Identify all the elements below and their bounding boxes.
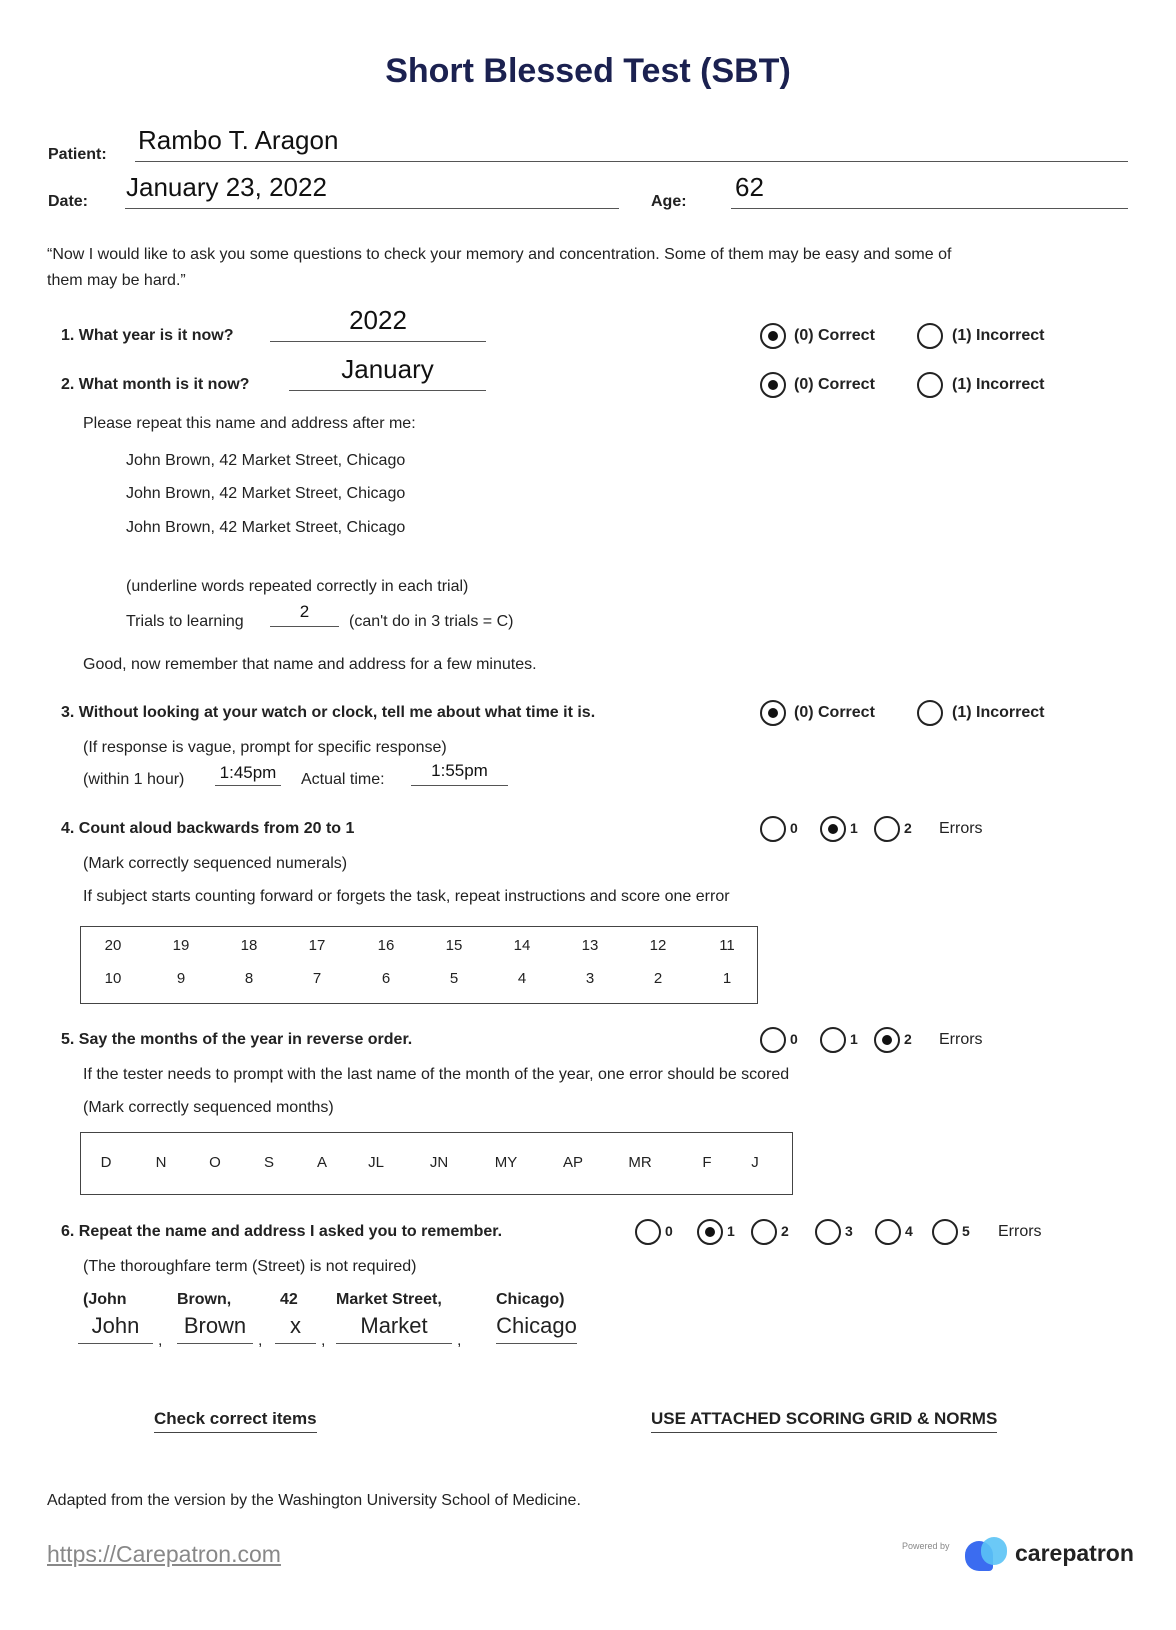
q4-option-1-radio[interactable] bbox=[820, 816, 846, 842]
number-cell[interactable]: 6 bbox=[381, 970, 391, 987]
intro-line-1: “Now I would like to ask you some questions to check your memory and concentration. Some of them may be easy and some of bbox=[47, 246, 952, 263]
recall-underline bbox=[496, 1343, 577, 1344]
recall-underline bbox=[177, 1343, 253, 1344]
actual-time-value[interactable]: 1:55pm bbox=[431, 761, 488, 780]
q3-correct-label: (0) Correct bbox=[794, 704, 875, 721]
q4-option-label: 2 bbox=[904, 820, 912, 836]
trial-line: John Brown, 42 Market Street, Chicago bbox=[126, 452, 406, 469]
month-cell[interactable]: D bbox=[100, 1154, 112, 1171]
check-correct-items: Check correct items bbox=[154, 1409, 317, 1433]
q2-correct-label: (0) Correct bbox=[794, 376, 875, 393]
adapted-note: Adapted from the version by the Washington University School of Medicine. bbox=[47, 1492, 581, 1509]
number-cell[interactable]: 1 bbox=[722, 970, 732, 987]
q1-incorrect-radio[interactable] bbox=[917, 323, 943, 349]
number-cell[interactable]: 5 bbox=[449, 970, 459, 987]
age-field[interactable]: 62 bbox=[735, 172, 764, 202]
trial-line: John Brown, 42 Market Street, Chicago bbox=[126, 519, 406, 536]
date-label: Date: bbox=[48, 193, 89, 210]
trials-value[interactable]: 2 bbox=[299, 602, 310, 621]
within-label: (within 1 hour) bbox=[83, 771, 185, 788]
q2-label: 2. What month is it now? bbox=[61, 376, 250, 393]
q5-note-1: If the tester needs to prompt with the last name of the month of the year, one error should be scored bbox=[83, 1066, 790, 1083]
actual-time-underline bbox=[411, 785, 508, 786]
numbers-grid bbox=[80, 926, 758, 1004]
q3-correct-radio[interactable] bbox=[760, 700, 786, 726]
number-cell[interactable]: 3 bbox=[585, 970, 595, 987]
q6-option-3-radio[interactable] bbox=[815, 1219, 841, 1245]
q5-option-0-radio[interactable] bbox=[760, 1027, 786, 1053]
number-cell[interactable]: 13 bbox=[581, 937, 599, 954]
q6-option-2-radio[interactable] bbox=[751, 1219, 777, 1245]
page-title: Short Blessed Test (SBT) bbox=[385, 52, 791, 90]
q1-correct-radio[interactable] bbox=[760, 323, 786, 349]
number-cell[interactable]: 14 bbox=[513, 937, 531, 954]
q6-option-label: 2 bbox=[781, 1223, 789, 1239]
q2-incorrect-radio[interactable] bbox=[917, 372, 943, 398]
patient-underline bbox=[135, 161, 1128, 162]
comma: , bbox=[258, 1332, 263, 1349]
recall-header: Brown, bbox=[177, 1291, 232, 1308]
recall-underline bbox=[78, 1343, 153, 1344]
q6-option-label: 1 bbox=[727, 1223, 735, 1239]
q6-option-0-radio[interactable] bbox=[635, 1219, 661, 1245]
q5-option-label: 2 bbox=[904, 1031, 912, 1047]
number-cell[interactable]: 8 bbox=[244, 970, 254, 987]
month-cell[interactable]: S bbox=[263, 1154, 274, 1171]
age-label: Age: bbox=[651, 193, 687, 210]
q6-errors-label: Errors bbox=[998, 1223, 1042, 1240]
q3-incorrect-radio[interactable] bbox=[917, 700, 943, 726]
q6-option-label: 0 bbox=[665, 1223, 673, 1239]
q6-option-5-radio[interactable] bbox=[932, 1219, 958, 1245]
q5-errors-label: Errors bbox=[939, 1031, 983, 1048]
number-cell[interactable]: 10 bbox=[104, 970, 122, 987]
number-cell[interactable]: 11 bbox=[719, 937, 735, 954]
brand-text: carepatron bbox=[1015, 1540, 1134, 1566]
q5-option-label: 0 bbox=[790, 1031, 798, 1047]
number-cell[interactable]: 20 bbox=[104, 937, 122, 954]
q4-note-2: If subject starts counting forward or forgets the task, repeat instructions and score one error bbox=[83, 888, 730, 905]
q6-option-label: 4 bbox=[905, 1223, 913, 1239]
carepatron-brand bbox=[1015, 1540, 1134, 1567]
date-underline bbox=[125, 208, 619, 209]
within-value[interactable]: 1:45pm bbox=[219, 763, 277, 782]
recall-header: 42 bbox=[280, 1291, 298, 1308]
intro-line-2: them may be hard.” bbox=[47, 272, 186, 289]
q4-option-label: 0 bbox=[790, 820, 798, 836]
number-cell[interactable]: 7 bbox=[312, 970, 322, 987]
q3-note: (If response is vague, prompt for specific response) bbox=[83, 739, 447, 756]
comma: , bbox=[321, 1332, 326, 1349]
q1-incorrect-label: (1) Incorrect bbox=[952, 327, 1045, 344]
q5-label: 5. Say the months of the year in reverse order. bbox=[61, 1031, 413, 1048]
q6-option-label: 5 bbox=[962, 1223, 970, 1239]
q4-label: 4. Count aloud backwards from 20 to 1 bbox=[61, 820, 355, 837]
month-cell[interactable]: O bbox=[209, 1154, 221, 1171]
q1-correct-label: (0) Correct bbox=[794, 327, 875, 344]
q2-correct-radio[interactable] bbox=[760, 372, 786, 398]
q5-option-2-radio[interactable] bbox=[874, 1027, 900, 1053]
month-cell[interactable]: F bbox=[702, 1154, 712, 1171]
carepatron-logo-icon bbox=[965, 1537, 1011, 1571]
number-cell[interactable]: 18 bbox=[240, 937, 258, 954]
trials-label: Trials to learning bbox=[126, 613, 244, 630]
q6-option-4-radio[interactable] bbox=[875, 1219, 901, 1245]
powered-by-label: Powered by bbox=[902, 1541, 950, 1551]
q3-label: 3. Without looking at your watch or clock, tell me about what time it is. bbox=[61, 704, 596, 721]
month-cell[interactable]: JN bbox=[429, 1154, 449, 1171]
q6-label: 6. Repeat the name and address I asked you to remember. bbox=[61, 1223, 503, 1240]
q2-underline bbox=[289, 390, 486, 391]
month-cell[interactable]: AP bbox=[562, 1154, 583, 1171]
month-cell[interactable]: MY bbox=[494, 1154, 518, 1171]
age-underline bbox=[731, 208, 1128, 209]
comma: , bbox=[158, 1332, 163, 1349]
patient-field[interactable]: Rambo T. Aragon bbox=[138, 125, 339, 155]
date-field[interactable]: January 23, 2022 bbox=[126, 172, 327, 202]
recall-header: Chicago) bbox=[496, 1291, 565, 1308]
q5-note-2: (Mark correctly sequenced months) bbox=[83, 1099, 334, 1116]
q3-incorrect-label: (1) Incorrect bbox=[952, 704, 1045, 721]
recall-header: Market Street, bbox=[336, 1291, 442, 1308]
carepatron-link[interactable]: https://Carepatron.com bbox=[47, 1541, 281, 1567]
patient-label: Patient: bbox=[48, 146, 107, 163]
number-cell[interactable]: 17 bbox=[308, 937, 326, 954]
underline-note: (underline words repeated correctly in each trial) bbox=[126, 578, 469, 595]
recall-underline bbox=[336, 1343, 452, 1344]
q4-note-1: (Mark correctly sequenced numerals) bbox=[83, 855, 348, 872]
q1-label: 1. What year is it now? bbox=[61, 327, 234, 344]
q2-answer[interactable]: January bbox=[341, 354, 434, 384]
repeat-instruction: Please repeat this name and address after me: bbox=[83, 415, 416, 432]
months-grid bbox=[80, 1132, 793, 1195]
actual-time-label: Actual time: bbox=[301, 771, 385, 788]
recall-header: (John bbox=[83, 1291, 127, 1308]
q1-underline bbox=[270, 341, 486, 342]
recall-answer[interactable]: x bbox=[290, 1313, 301, 1338]
recall-answer[interactable]: John bbox=[91, 1313, 140, 1338]
number-cell[interactable]: 9 bbox=[176, 970, 186, 987]
remember-note: Good, now remember that name and address for a few minutes. bbox=[83, 656, 537, 673]
number-cell[interactable]: 2 bbox=[653, 970, 663, 987]
recall-answer[interactable]: Market bbox=[360, 1313, 428, 1338]
month-cell[interactable]: JL bbox=[368, 1154, 384, 1171]
q5-option-1-radio[interactable] bbox=[820, 1027, 846, 1053]
number-cell[interactable]: 12 bbox=[649, 937, 667, 954]
trials-note: (can't do in 3 trials = C) bbox=[349, 613, 514, 630]
month-cell[interactable]: J bbox=[751, 1154, 759, 1171]
q4-option-0-radio[interactable] bbox=[760, 816, 786, 842]
q4-option-2-radio[interactable] bbox=[874, 816, 900, 842]
number-cell[interactable]: 4 bbox=[517, 970, 527, 987]
q6-option-label: 3 bbox=[845, 1223, 853, 1239]
q4-option-label: 1 bbox=[850, 820, 858, 836]
q2-incorrect-label: (1) Incorrect bbox=[952, 376, 1045, 393]
q5-option-label: 1 bbox=[850, 1031, 858, 1047]
number-cell[interactable]: 16 bbox=[377, 937, 395, 954]
q6-note: (The thoroughfare term (Street) is not required) bbox=[83, 1258, 417, 1275]
q6-option-1-radio[interactable] bbox=[697, 1219, 723, 1245]
recall-answer[interactable]: Brown bbox=[183, 1313, 247, 1338]
number-cell[interactable]: 15 bbox=[445, 937, 463, 954]
month-cell[interactable]: MR bbox=[628, 1154, 652, 1171]
within-underline bbox=[215, 785, 281, 786]
q1-answer[interactable]: 2022 bbox=[349, 305, 407, 335]
number-cell[interactable]: 19 bbox=[172, 937, 190, 954]
month-cell[interactable]: A bbox=[316, 1154, 327, 1171]
q4-errors-label: Errors bbox=[939, 820, 983, 837]
trials-underline bbox=[270, 626, 339, 627]
recall-underline bbox=[275, 1343, 316, 1344]
month-cell[interactable]: N bbox=[155, 1154, 167, 1171]
recall-answer[interactable]: Chicago bbox=[496, 1313, 577, 1338]
scoring-grid-note: USE ATTACHED SCORING GRID & NORMS bbox=[651, 1409, 997, 1433]
trial-line: John Brown, 42 Market Street, Chicago bbox=[126, 485, 406, 502]
comma: , bbox=[457, 1332, 462, 1349]
